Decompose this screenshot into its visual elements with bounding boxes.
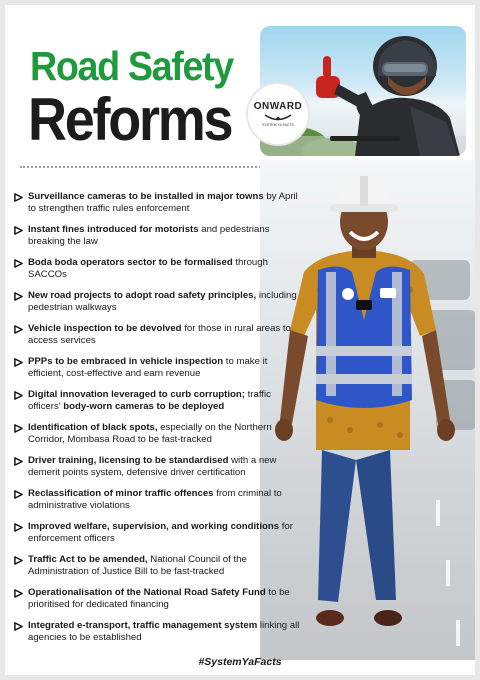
reform-bold-text: Improved welfare, supervision, and working conditions <box>28 521 280 532</box>
reform-text: through SACCOs <box>28 257 268 280</box>
reform-item <box>14 620 304 653</box>
reform-item <box>14 323 304 356</box>
arrow-right-icon <box>14 490 23 499</box>
reform-text: from criminal to administrative violations <box>28 488 282 511</box>
reform-text: traffic officers' <box>28 389 271 412</box>
reform-text: for those in rural areas to access services <box>28 323 291 346</box>
reform-bold-text: Reclassification of minor traffic offences <box>28 488 214 499</box>
reform-bold-text: Vehicle inspection to be devolved <box>28 323 182 334</box>
reform-bold-text: Integrated e-transport, traffic management system <box>28 620 258 631</box>
reform-item <box>14 356 304 389</box>
header <box>14 24 466 158</box>
arrow-right-icon <box>14 622 23 631</box>
reform-text: with a new demerit points system, defensive driver certification <box>28 455 277 478</box>
reform-text: especially on the Northern Corridor, Mombasa Road to be fast-tracked <box>28 422 272 445</box>
reform-bold-text: body-worn cameras to be deployed <box>63 400 225 412</box>
reform-item <box>14 488 304 521</box>
reform-bold-text: Digital innovation leveraged to curb corruption; <box>28 389 245 400</box>
reform-item <box>14 191 304 224</box>
reform-text: to be prioritised for dedicated financing <box>28 587 290 610</box>
reform-text: linking all agencies to be established <box>28 620 300 643</box>
reform-item <box>14 257 304 290</box>
arrow-right-icon <box>14 325 23 334</box>
arrow-right-icon <box>14 556 23 565</box>
reform-item <box>14 224 304 257</box>
reform-text: by April to strengthen traffic rules enforcement <box>28 191 298 214</box>
arrow-right-icon <box>14 193 23 202</box>
arrow-right-icon <box>14 391 23 400</box>
title-line-2: Reforms <box>28 86 232 153</box>
reform-bold-text: Boda boda operators sector to be formalised <box>28 257 233 268</box>
reform-bold-text: Operationalisation of the National Road Safety Fund <box>28 587 266 598</box>
reform-text: to make it efficient, cost-effective and earn revenue <box>28 356 268 379</box>
arrow-right-icon <box>14 457 23 466</box>
reform-bold-text: Traffic Act to be amended, <box>28 554 148 565</box>
arrow-right-icon <box>14 523 23 532</box>
reform-text: including pedestrian walkways <box>28 290 297 313</box>
reform-text: for enforcement officers <box>28 521 293 544</box>
reform-bold-text: Identification of black spots, <box>28 422 158 433</box>
reform-bold-text: Instant fines introduced for motorists <box>28 224 199 235</box>
reform-item <box>14 389 304 422</box>
reform-bold-text: Driver training, licensing to be standardised <box>28 455 229 466</box>
reform-text: National Council of the Administration of Justice Bill to be fast-tracked <box>28 554 247 577</box>
reform-item <box>14 422 304 455</box>
reform-bold-text: PPPs to be embraced in vehicle inspection <box>28 356 224 367</box>
reform-item <box>14 587 304 620</box>
logo-wings-icon <box>263 112 293 122</box>
arrow-right-icon <box>14 226 23 235</box>
reform-item <box>14 521 304 554</box>
arrow-right-icon <box>14 358 23 367</box>
reform-item <box>14 455 304 488</box>
reform-item <box>14 554 304 587</box>
arrow-right-icon <box>14 259 23 268</box>
reforms-list <box>14 191 304 653</box>
arrow-right-icon <box>14 589 23 598</box>
reform-bold-text: New road projects to adopt road safety principles, <box>28 290 257 301</box>
reform-bold-text: Surveillance cameras to be installed in major towns <box>28 191 264 202</box>
title-line-1: Road Safety <box>30 43 233 89</box>
hashtag: #SystemYaFacts <box>198 656 282 668</box>
onward-logo-badge <box>248 84 308 144</box>
reform-item <box>14 290 304 323</box>
onward-logo-subtext: SYSTEM YA FACTS <box>262 122 294 127</box>
reform-text: and pedestrians breaking the law <box>28 224 270 247</box>
arrow-right-icon <box>14 292 23 301</box>
onward-logo-text: ONWARD <box>253 100 303 112</box>
arrow-right-icon <box>14 424 23 433</box>
